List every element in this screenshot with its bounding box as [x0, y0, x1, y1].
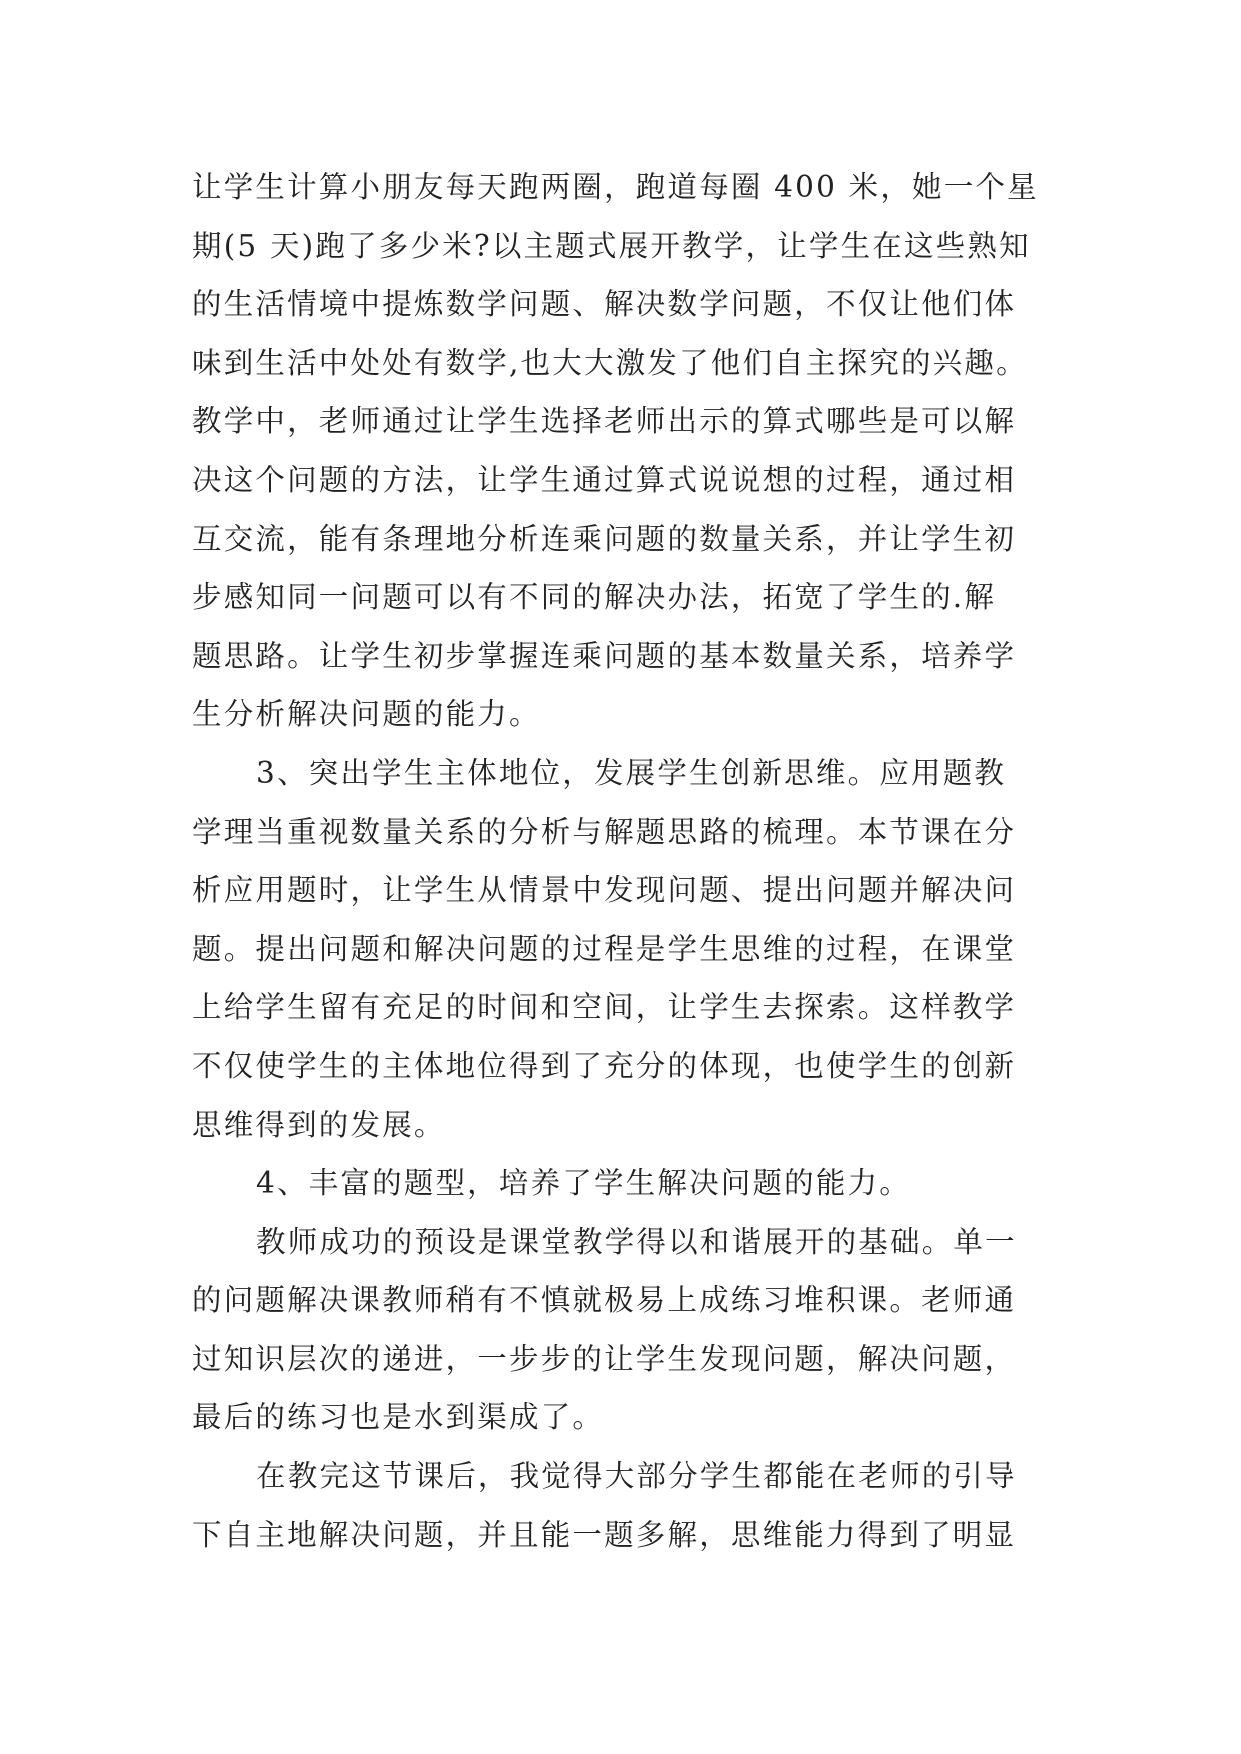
text-line: 最后的练习也是水到渠成了。: [192, 1400, 605, 1435]
text-line: 期(5 天)跑了多少米?以主题式展开教学，让学生在这些熟知: [192, 228, 1031, 263]
text-line: 上给学生留有充足的时间和空间，让学生去探索。这样教学: [192, 990, 1017, 1025]
text-line: 析应用题时，让学生从情景中发现问题、提出问题并解决问: [192, 873, 1017, 908]
text-line: 的问题解决课教师稍有不慎就极易上成练习堆积课。老师通: [192, 1283, 1017, 1318]
text-line: 题思路。让学生初步掌握连乘问题的基本数量关系，培养学: [192, 638, 1017, 673]
text-line: 过知识层次的递进，一步步的让学生发现问题，解决问题，: [192, 1341, 1017, 1376]
text-line: 互交流，能有条理地分析连乘问题的数量关系，并让学生初: [192, 521, 1017, 556]
text-line: 生分析解决问题的能力。: [192, 697, 541, 732]
paragraph-start-line: 在教完这节课后，我觉得大部分学生都能在老师的引导: [256, 1459, 1017, 1494]
text-line: 教学中，老师通过让学生选择老师出示的算式哪些是可以解: [192, 404, 1017, 439]
text-line: 步感知同一问题可以有不同的解决办法，拓宽了学生的.解: [192, 580, 997, 615]
text-line: 思维得到的发展。: [192, 1107, 446, 1142]
text-line: 让学生计算小朋友每天跑两圈，跑道每圈 400 米，她一个星: [192, 170, 1039, 204]
paragraph-start-line: 4、丰富的题型，培养了学生解决问题的能力。: [256, 1166, 911, 1201]
text-line: 学理当重视数量关系的分析与解题思路的梳理。本节课在分: [192, 814, 1017, 849]
text-line: 题。提出问题和解决问题的过程是学生思维的过程，在课堂: [192, 931, 1017, 966]
text-line: 的生活情境中提炼数学问题、解决数学问题，不仅让他们体: [192, 287, 1017, 322]
text-line: 下自主地解决问题，并且能一题多解，思维能力得到了明显: [192, 1517, 1017, 1552]
text-line: 决这个问题的方法，让学生通过算式说说想的过程，通过相: [192, 462, 1017, 497]
paragraph-start-line: 3、突出学生主体地位，发展学生创新思维。应用题教: [256, 755, 1007, 790]
text-line: 味到生活中处处有数学,也大大激发了他们自主探究的兴趣。: [192, 345, 1028, 380]
paragraph-start-line: 教师成功的预设是课堂教学得以和谐展开的基础。单一: [256, 1224, 1017, 1259]
body-text: [192, 158, 1052, 1564]
text-line: 不仅使学生的主体地位得到了充分的体现，也使学生的创新: [192, 1048, 1017, 1083]
